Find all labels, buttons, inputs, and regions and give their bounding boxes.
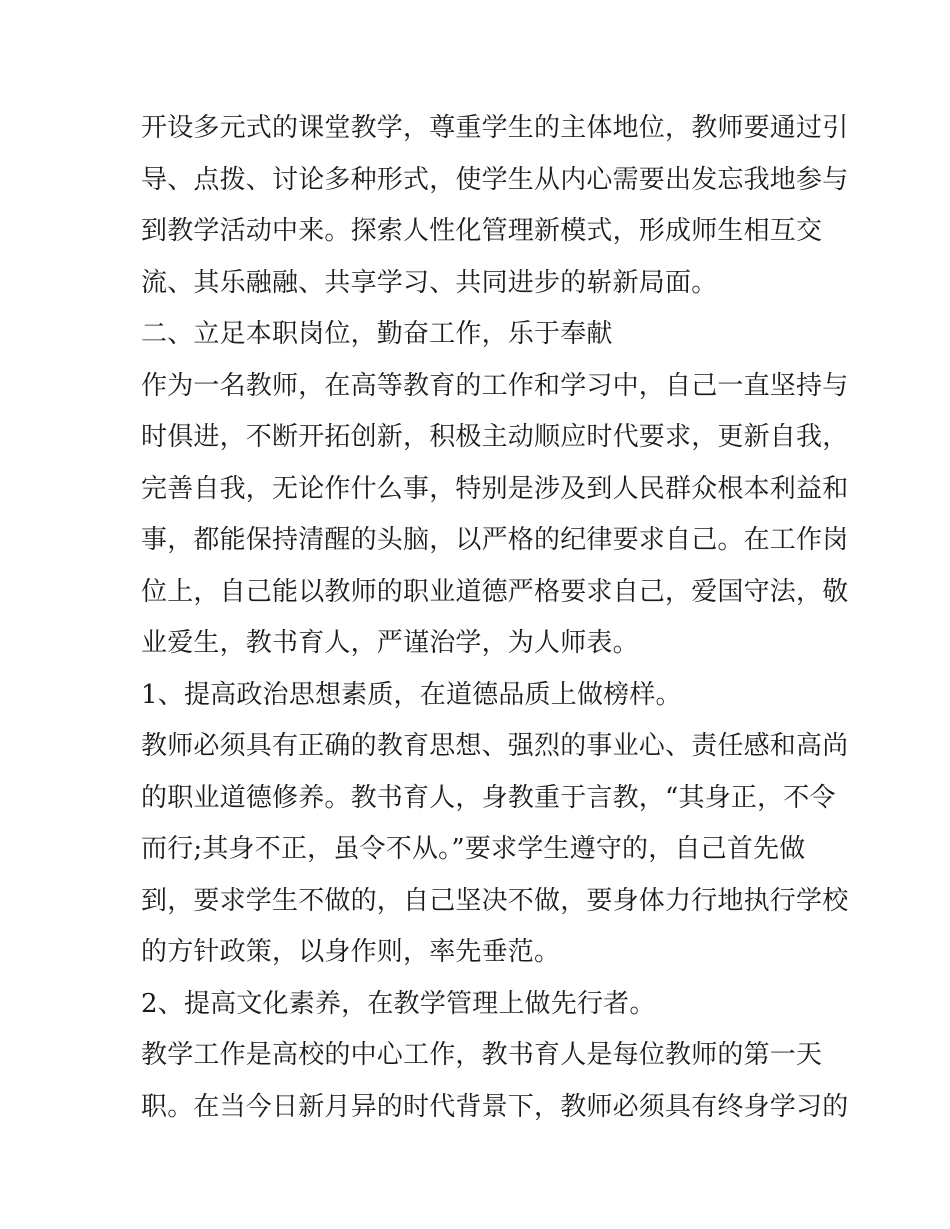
text-line: 作为一名教师，在高等教育的工作和学习中，自己一直坚持与 xyxy=(141,370,849,401)
text-line: 时俱进，不断开拓创新，积极主动顺应时代要求，更新自我， xyxy=(141,422,849,452)
text-line: 教师必须具有正确的教育思想、强烈的事业心、责任感和高尚 xyxy=(141,731,849,761)
text-line: 业爱生，教书育人，严谨治学，为人师表。 xyxy=(141,628,639,658)
text-line: 到教学活动中来。探索人性化管理新模式，形成师生相互交 xyxy=(141,216,823,246)
text-line: 完善自我，无论作什么事，特别是涉及到人民群众根本利益和 xyxy=(141,473,849,504)
subsection-heading: 1、提高政治思想素质，在道德品质上做榜样。 xyxy=(141,679,682,710)
text-line: 教学工作是高校的中心工作，教书育人是每位教师的第一天 xyxy=(141,1040,823,1070)
section-heading: 二、立足本职岗位，勤奋工作，乐于奉献 xyxy=(141,319,613,349)
text-line: 的职业道德修养。教书育人，身教重于言教，“其身正，不令 xyxy=(141,782,836,813)
text-line: 到，要求学生不做的，自己坚决不做，要身体力行地执行学校 xyxy=(141,885,849,916)
text-line: 位上，自己能以教师的职业道德严格要求自己，爱国守法，敬 xyxy=(141,576,849,607)
text-line: 的方针政策，以身作则，率先垂范。 xyxy=(141,937,561,967)
text-line: 开设多元式的课堂教学，尊重学生的主体地位，教师要通过引 xyxy=(141,113,849,143)
document-body xyxy=(141,103,849,1133)
text-line: 流、其乐融融、共享学习、共同进步的崭新局面。 xyxy=(141,267,718,298)
subsection-heading: 2、提高文化素养，在教学管理上做先行者。 xyxy=(141,988,656,1019)
text-line: 导、点拨、讨论多种形式，使学生从内心需要出发忘我地参与 xyxy=(141,164,849,195)
text-line: 事，都能保持清醒的头脑，以严格的纪律要求自己。在工作岗 xyxy=(141,525,849,555)
text-line: 而行;其身不正，虽令不从。”要求学生遵守的，自己首先做 xyxy=(141,834,806,864)
text-line: 职。在当今日新月异的时代背景下，教师必须具有终身学习的 xyxy=(141,1091,849,1122)
